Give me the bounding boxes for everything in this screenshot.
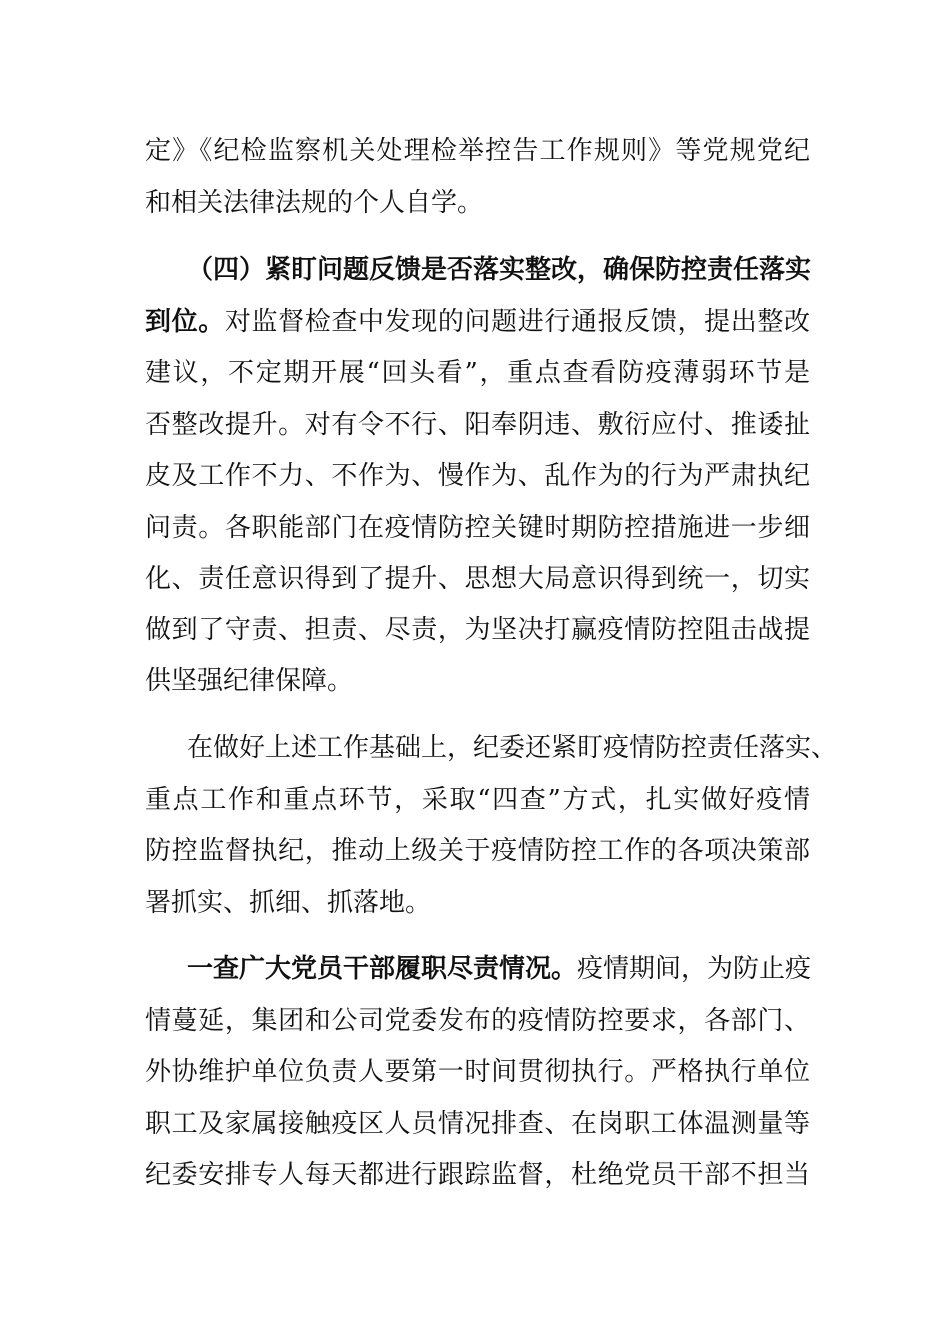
text-segment: 职工及家属接触疫区人员情况排查、在岗职工体温测量等 bbox=[145, 1109, 810, 1139]
text-segment: 否整改提升。对有令不行、阳奉阴违、敷衍应付、推诿扯 bbox=[145, 410, 810, 440]
text-line bbox=[145, 783, 810, 817]
text-line bbox=[145, 1107, 810, 1141]
text-segment: 定》《纪检监察机关处理检举控告工作规则》等党规党纪 bbox=[145, 136, 810, 166]
text-line bbox=[145, 1158, 810, 1192]
text-line bbox=[145, 134, 810, 168]
text-line bbox=[145, 186, 483, 220]
subsection-heading: 一查广大党员干部履职尽责情况。 bbox=[187, 954, 578, 984]
section-heading-line bbox=[187, 253, 810, 287]
text-segment: 化、责任意识得到了提升、思想大局意识得到统一，切实 bbox=[145, 564, 810, 594]
text-line bbox=[187, 731, 838, 765]
text-line bbox=[145, 356, 810, 390]
text-segment: 在做好上述工作基础上，纪委还紧盯疫情防控责任落实、 bbox=[187, 733, 838, 763]
text-line bbox=[145, 613, 810, 647]
text-segment: 外协维护单位负责人要第一时间贯彻执行。严格执行单位 bbox=[145, 1057, 810, 1087]
text-line bbox=[145, 408, 810, 442]
section-heading-tail: 到位。 bbox=[145, 307, 225, 337]
text-line bbox=[145, 1055, 810, 1089]
text-segment: 署抓实、抓细、抓落地。 bbox=[145, 888, 432, 918]
text-segment: 皮及工作不力、不作为、慢作为、乱作为的行为严肃执纪 bbox=[145, 461, 810, 491]
text-segment: 重点工作和重点环节，采取“四查”方式，扎实做好疫情 bbox=[145, 785, 810, 815]
text-segment: 对监督检查中发现的问题进行通报反馈，提出整改 bbox=[224, 307, 810, 337]
text-segment: 纪委安排专人每天都进行跟踪监督，杜绝党员干部不担当 bbox=[145, 1160, 810, 1190]
text-line bbox=[145, 834, 810, 868]
text-segment: 做到了守责、担责、尽责，为坚决打赢疫情防控阻击战提 bbox=[145, 615, 810, 645]
text-line bbox=[145, 305, 810, 339]
text-line bbox=[145, 886, 431, 920]
text-line bbox=[145, 1004, 810, 1038]
text-line bbox=[145, 562, 810, 596]
section-heading: （四）紧盯问题反馈是否落实整改，确保防控责任落实 bbox=[187, 255, 812, 285]
text-line bbox=[187, 952, 810, 986]
text-segment: 和相关法律法规的个人自学。 bbox=[145, 188, 484, 218]
text-segment: 疫情期间，为防止疫 bbox=[577, 954, 812, 984]
text-segment: 情蔓延，集团和公司党委发布的疫情防控要求，各部门、 bbox=[145, 1006, 810, 1036]
text-line bbox=[145, 459, 810, 493]
text-line bbox=[145, 664, 353, 698]
text-segment: 防控监督执纪，推动上级关于疫情防控工作的各项决策部 bbox=[145, 836, 810, 866]
text-segment: 建议，不定期开展“回头看”，重点查看防疫薄弱环节是 bbox=[145, 358, 810, 388]
text-line bbox=[145, 511, 810, 545]
text-segment: 供坚强纪律保障。 bbox=[145, 666, 354, 696]
text-segment: 问责。各职能部门在疫情防控关键时期防控措施进一步细 bbox=[145, 513, 810, 543]
